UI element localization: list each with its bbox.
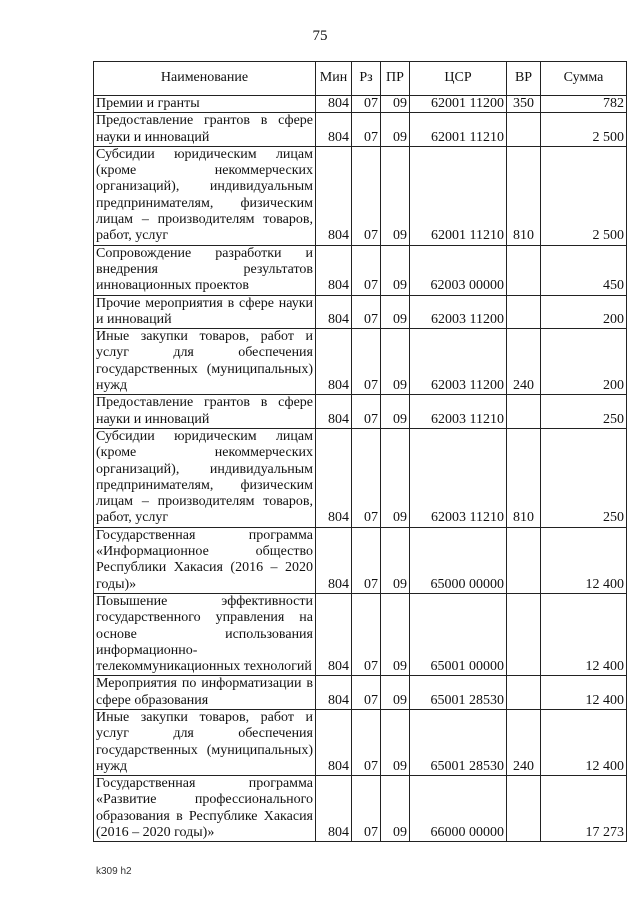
row-pr: 09: [381, 527, 410, 593]
row-min: 804: [316, 329, 352, 395]
row-vr: 240: [507, 329, 541, 395]
column-header-csr: ЦСР: [410, 62, 507, 96]
row-name: Иные закупки товаров, работ и услуг для обеспечения государственных (муниципальных) нужд: [94, 709, 316, 775]
row-csr: 62001 11210: [410, 113, 507, 147]
row-vr: [507, 245, 541, 295]
table-row: [94, 245, 627, 295]
row-vr: 240: [507, 709, 541, 775]
row-name: Мероприятия по информатизации в сфере образования: [94, 676, 316, 710]
row-sum: 12 400: [541, 593, 627, 675]
row-name: Сопровождение разработки и внедрения результатов инновационных проектов: [94, 245, 316, 295]
table-row: [94, 593, 627, 675]
row-name: Государственная программа «Информационное общество Республики Хакасия (2016 – 2020 годы)»: [94, 527, 316, 593]
row-sum: 12 400: [541, 527, 627, 593]
row-rz: 07: [352, 329, 381, 395]
row-csr: 65001 28530: [410, 676, 507, 710]
row-pr: 09: [381, 593, 410, 675]
row-pr: 09: [381, 113, 410, 147]
row-pr: 09: [381, 428, 410, 527]
table-row: [94, 676, 627, 710]
row-sum: 200: [541, 329, 627, 395]
row-vr: [507, 395, 541, 429]
row-vr: 350: [507, 96, 541, 113]
column-header-rz: Рз: [352, 62, 381, 96]
budget-table: [93, 61, 627, 842]
row-rz: 07: [352, 527, 381, 593]
row-name: Иные закупки товаров, работ и услуг для обеспечения государственных (муниципальных) нужд: [94, 329, 316, 395]
row-sum: 2 500: [541, 113, 627, 147]
row-rz: 07: [352, 776, 381, 842]
row-name: Предоставление грантов в сфере науки и инноваций: [94, 395, 316, 429]
row-csr: 65001 00000: [410, 593, 507, 675]
table-row: [94, 428, 627, 527]
row-name: Субсидии юридическим лицам (кроме некоммерческих организаций), индивидуальным предпринимателям, физическим лицам – производителям товаров, работ, услуг: [94, 146, 316, 245]
row-csr: 62003 11210: [410, 395, 507, 429]
row-vr: [507, 295, 541, 329]
table-row: [94, 96, 627, 113]
table-header-row: [94, 62, 627, 96]
row-vr: [507, 113, 541, 147]
row-min: 804: [316, 146, 352, 245]
row-rz: 07: [352, 245, 381, 295]
row-rz: 07: [352, 96, 381, 113]
row-min: 804: [316, 709, 352, 775]
row-min: 804: [316, 527, 352, 593]
row-sum: 17 273: [541, 776, 627, 842]
row-name: Повышение эффективности государственного управления на основе использования информационно-телекоммуникационных технологий: [94, 593, 316, 675]
row-pr: 09: [381, 709, 410, 775]
row-min: 804: [316, 96, 352, 113]
table-row: [94, 146, 627, 245]
column-header-vr: ВР: [507, 62, 541, 96]
row-pr: 09: [381, 776, 410, 842]
table-row: [94, 527, 627, 593]
row-min: 804: [316, 395, 352, 429]
row-pr: 09: [381, 676, 410, 710]
row-sum: 250: [541, 428, 627, 527]
row-csr: 62003 11200: [410, 329, 507, 395]
row-min: 804: [316, 245, 352, 295]
row-min: 804: [316, 593, 352, 675]
row-vr: 810: [507, 146, 541, 245]
row-sum: 250: [541, 395, 627, 429]
row-sum: 12 400: [541, 676, 627, 710]
table-row: [94, 395, 627, 429]
row-pr: 09: [381, 96, 410, 113]
row-vr: [507, 593, 541, 675]
column-header-name: Наименование: [94, 62, 316, 96]
row-vr: 810: [507, 428, 541, 527]
row-csr: 62001 11200: [410, 96, 507, 113]
row-pr: 09: [381, 395, 410, 429]
row-name: Премии и гранты: [94, 96, 316, 113]
row-name: Прочие мероприятия в сфере науки и инноваций: [94, 295, 316, 329]
row-sum: 200: [541, 295, 627, 329]
table-row: [94, 329, 627, 395]
table-row: [94, 709, 627, 775]
row-min: 804: [316, 776, 352, 842]
row-pr: 09: [381, 329, 410, 395]
row-name: Предоставление грантов в сфере науки и инноваций: [94, 113, 316, 147]
row-csr: 66000 00000: [410, 776, 507, 842]
row-rz: 07: [352, 113, 381, 147]
row-csr: 65001 28530: [410, 709, 507, 775]
row-rz: 07: [352, 146, 381, 245]
row-pr: 09: [381, 146, 410, 245]
row-min: 804: [316, 295, 352, 329]
row-rz: 07: [352, 709, 381, 775]
row-csr: 62001 11210: [410, 146, 507, 245]
row-min: 804: [316, 113, 352, 147]
row-sum: 782: [541, 96, 627, 113]
row-rz: 07: [352, 395, 381, 429]
row-csr: 62003 11200: [410, 295, 507, 329]
row-pr: 09: [381, 245, 410, 295]
row-min: 804: [316, 676, 352, 710]
row-vr: [507, 676, 541, 710]
row-vr: [507, 527, 541, 593]
row-vr: [507, 776, 541, 842]
column-header-min: Мин: [316, 62, 352, 96]
page-number: 75: [312, 28, 328, 44]
column-header-sum: Сумма: [541, 62, 627, 96]
row-sum: 12 400: [541, 709, 627, 775]
row-csr: 62003 11210: [410, 428, 507, 527]
row-rz: 07: [352, 676, 381, 710]
row-name: Субсидии юридическим лицам (кроме некоммерческих организаций), индивидуальным предпринимателям, физическим лицам – производителям товаров, работ, услуг: [94, 428, 316, 527]
row-rz: 07: [352, 428, 381, 527]
table-row: [94, 776, 627, 842]
row-sum: 450: [541, 245, 627, 295]
table-row: [94, 295, 627, 329]
row-sum: 2 500: [541, 146, 627, 245]
column-header-pr: ПР: [381, 62, 410, 96]
table-row: [94, 113, 627, 147]
row-rz: 07: [352, 295, 381, 329]
row-csr: 65000 00000: [410, 527, 507, 593]
row-rz: 07: [352, 593, 381, 675]
row-pr: 09: [381, 295, 410, 329]
footer-code: k309 h2: [96, 866, 132, 877]
row-name: Государственная программа «Развитие профессионального образования в Республике Хакасия (2016 – 2020 годы)»: [94, 776, 316, 842]
row-csr: 62003 00000: [410, 245, 507, 295]
row-min: 804: [316, 428, 352, 527]
